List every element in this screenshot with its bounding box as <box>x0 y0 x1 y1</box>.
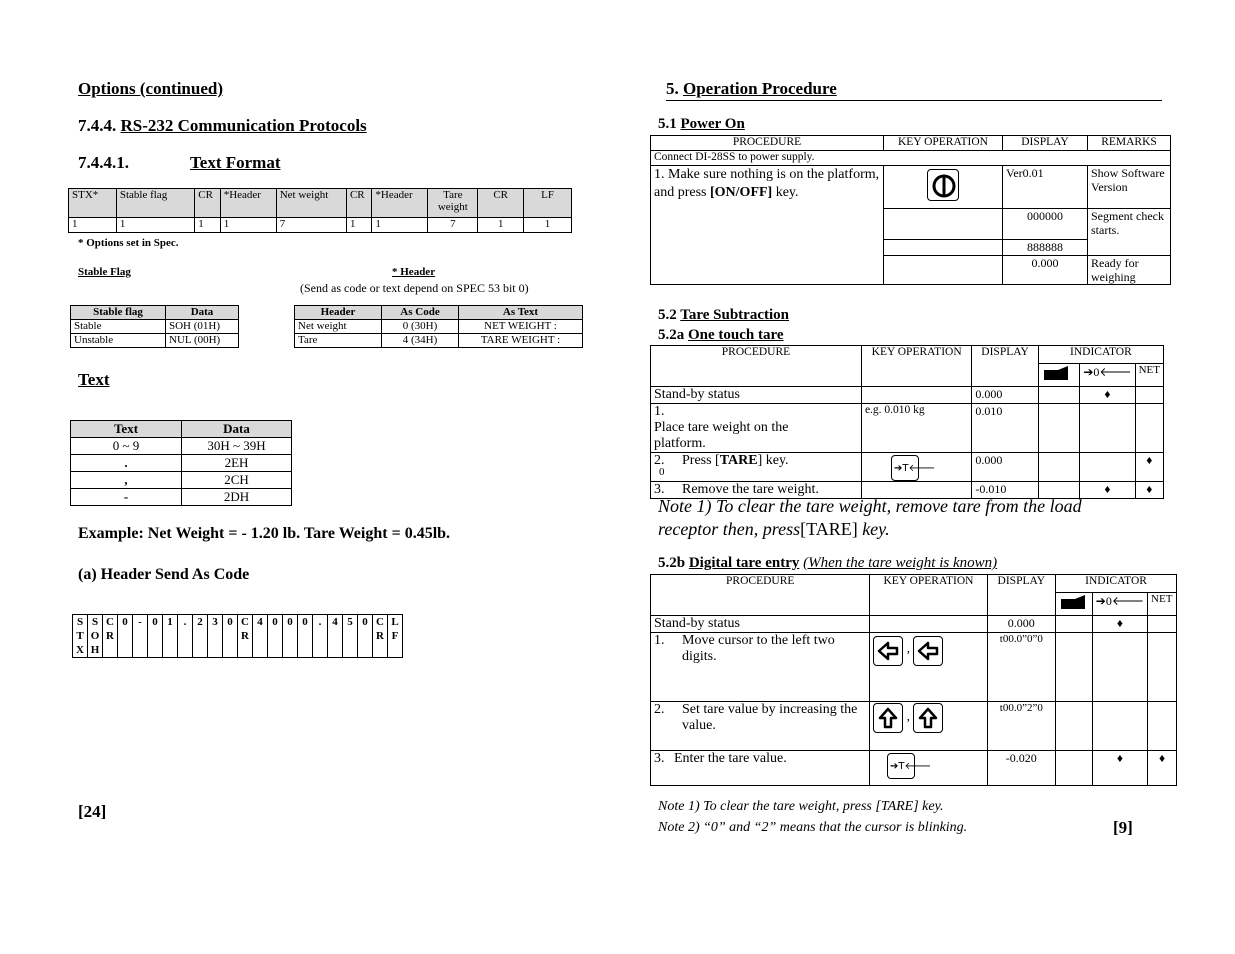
key-cell <box>861 387 971 404</box>
one-touch-tare-table <box>650 345 1164 499</box>
table-row <box>71 489 292 506</box>
indicator-cell: ♦ <box>1092 616 1147 633</box>
table-row <box>71 472 292 489</box>
display-cell: Ver0.01 <box>1003 166 1088 209</box>
col-header: PROCEDURE <box>651 346 862 387</box>
col-header: DISPLAY <box>987 575 1056 616</box>
example-text: Example: Net Weight = - 1.20 lb. Tare Weight = 0.45lb. <box>78 525 451 542</box>
indicator-zero <box>1092 593 1147 616</box>
display-cell: 0.010 <box>972 404 1038 453</box>
on-off-key-cell <box>884 166 1003 209</box>
table-cell: SOH (01H) <box>166 320 239 334</box>
left-arrow-icon <box>916 639 940 663</box>
step-number: 1. <box>654 633 665 648</box>
stable-indicator-icon <box>1042 364 1070 382</box>
key-separator: , <box>906 640 910 656</box>
indicator-cell: ♦ <box>1080 387 1135 404</box>
indicator-cell: ♦ <box>1092 751 1147 786</box>
page-number-right: [9] <box>1113 818 1133 837</box>
fmt-length: 1 <box>195 218 220 233</box>
step-text: Place tare weight on the platform. <box>654 420 789 451</box>
step-text: Move cursor to the left two digits. <box>682 633 835 664</box>
code-sequence-table <box>72 614 403 658</box>
step-number: 2. <box>654 453 665 468</box>
table-row <box>651 616 1177 633</box>
code-cell: 3 <box>208 615 223 658</box>
arrow-left-icon: 🡐 <box>1099 365 1132 379</box>
indicator-cell: ♦ <box>1135 482 1163 499</box>
indicator-cell <box>1038 453 1080 482</box>
arrow-left-icon: 🡐 <box>1111 594 1145 608</box>
display-cell: 0.000 <box>972 387 1038 404</box>
indicator-stable <box>1056 593 1093 616</box>
indicator-cell <box>1056 751 1093 786</box>
fmt-header: CR <box>478 189 524 218</box>
table-row <box>651 633 1177 702</box>
header-table <box>294 305 583 348</box>
indicator-zero-label: 0 <box>1105 594 1112 608</box>
section-title: RS-232 Communication Protocols <box>120 116 367 135</box>
table-cell: NUL (00H) <box>166 334 239 348</box>
code-cell: 0 <box>223 615 238 658</box>
remark-cell: Ready for weighing <box>1088 256 1171 285</box>
code-cell: C R <box>238 615 253 658</box>
step-text: 1. Make sure nothing is on the platform, and press <box>654 167 880 200</box>
section-subtitle: (When the tare weight is known) <box>803 555 998 571</box>
step-sub-zero: 0 <box>659 466 665 478</box>
key-cell <box>870 616 987 633</box>
key-separator: , <box>906 708 910 724</box>
indicator-cell <box>1148 633 1177 702</box>
col-header: KEY OPERATION <box>884 136 1003 151</box>
table-cell: - <box>71 489 182 506</box>
display-cell: 0.000 <box>972 453 1038 482</box>
table-cell: Tare <box>295 334 382 348</box>
procedure-text <box>651 633 870 702</box>
step-text-end: key. <box>775 185 799 200</box>
table-cell: Stable <box>71 320 166 334</box>
table-row <box>71 438 292 455</box>
remark-cell: Segment check starts. <box>1088 209 1171 256</box>
table-row <box>71 334 239 348</box>
table-header: Data <box>182 421 292 438</box>
code-cell: 0 <box>298 615 313 658</box>
code-cell: C R <box>373 615 388 658</box>
fmt-length: 7 <box>276 218 346 233</box>
table-cell: NET WEIGHT : <box>459 320 583 334</box>
procedure-text <box>651 702 870 751</box>
display-cell: -0.010 <box>972 482 1038 499</box>
key-cell <box>861 453 971 482</box>
fmt-header: CR <box>195 189 220 218</box>
digital-tare-table <box>650 574 1177 786</box>
table-cell: 2CH <box>182 472 292 489</box>
code-cell: 4 <box>328 615 343 658</box>
indicator-cell <box>1056 702 1093 751</box>
display-cell: 0.000 <box>987 616 1056 633</box>
code-cell: 0 <box>283 615 298 658</box>
col-header: KEY OPERATION <box>861 346 971 387</box>
table-cell: Net weight <box>295 320 382 334</box>
table-cell: 2DH <box>182 489 292 506</box>
tare-icon <box>890 756 932 774</box>
fmt-header: Net weight <box>276 189 346 218</box>
text-table <box>70 420 292 506</box>
header-code-title: (a) Header Send As Code <box>78 566 250 583</box>
table-row <box>71 455 292 472</box>
table-row <box>295 320 583 334</box>
code-cell: 0 <box>358 615 373 658</box>
indicator-cell <box>1080 453 1135 482</box>
page-number-left: [24] <box>78 802 107 821</box>
fmt-header: *Header <box>220 189 276 218</box>
col-header: PROCEDURE <box>651 575 870 616</box>
display-cell: t00.0”2”0 <box>987 702 1056 751</box>
key-cell <box>870 751 987 786</box>
fmt-length: 1 <box>220 218 276 233</box>
procedure-text <box>651 751 870 786</box>
table-cell: 4 (34H) <box>382 334 459 348</box>
text-title: Text <box>78 370 110 389</box>
col-header: DISPLAY <box>1003 136 1088 151</box>
table-cell: . <box>71 455 182 472</box>
code-cell: L F <box>388 615 403 658</box>
up-arrow-icon <box>916 706 940 730</box>
col-header: KEY OPERATION <box>870 575 987 616</box>
fmt-length: 1 <box>116 218 194 233</box>
indicator-zero-label: 0 <box>1093 365 1100 379</box>
section-5-1-heading <box>658 116 745 133</box>
key-cell <box>884 256 1003 285</box>
step-number: 3. <box>654 482 665 497</box>
section-5-2-heading <box>658 307 789 324</box>
tare-icon <box>893 458 936 476</box>
fmt-length: 1 <box>478 218 524 233</box>
table-header: Data <box>166 306 239 320</box>
fmt-header: STX* <box>69 189 117 218</box>
indicator-cell <box>1056 633 1093 702</box>
col-header: PROCEDURE <box>651 136 884 151</box>
fmt-length: 1 <box>524 218 572 233</box>
tare-key-label: TARE <box>719 453 758 468</box>
table-row <box>651 453 1164 482</box>
fmt-header: Tare weight <box>428 189 478 218</box>
indicator-cell <box>1056 616 1093 633</box>
indicator-cell <box>1135 404 1163 453</box>
code-cell: 0 <box>268 615 283 658</box>
subsection-heading <box>78 153 281 173</box>
indicator-cell <box>1148 616 1177 633</box>
display-cell: t00.0”0”0 <box>987 633 1056 702</box>
operation-title-text: Operation Procedure <box>683 79 837 98</box>
fmt-length: 7 <box>428 218 478 233</box>
tare-key[interactable] <box>891 455 936 481</box>
note-5-2a <box>658 495 1138 541</box>
power-on-table <box>650 135 1171 285</box>
fmt-header: LF <box>524 189 572 218</box>
indicator-cell <box>1092 702 1147 751</box>
step-text: Enter the tare value. <box>674 751 787 766</box>
col-header: INDICATOR <box>1038 346 1163 364</box>
step-key: [ON/OFF] <box>710 185 773 200</box>
section-title: Power On <box>680 116 745 132</box>
code-cell: - <box>133 615 148 658</box>
table-cell: TARE WEIGHT : <box>459 334 583 348</box>
left-arrow-key[interactable] <box>913 636 943 666</box>
fmt-header: Stable flag <box>116 189 194 218</box>
indicator-cell: ♦ <box>1148 751 1177 786</box>
table-header: As Text <box>459 306 583 320</box>
fmt-length: 1 <box>346 218 371 233</box>
fmt-length: 1 <box>69 218 117 233</box>
code-cell: . <box>313 615 328 658</box>
note-text: Note 1) To clear the tare weight, remove tare from the load receptor then, press <box>658 496 1082 539</box>
section-title: Tare Subtraction <box>680 307 789 323</box>
indicator-cell: ♦ <box>1080 482 1135 499</box>
col-header: INDICATOR <box>1056 575 1177 593</box>
section-number: 5.1 <box>658 116 677 132</box>
remark-cell: Show Software Version <box>1088 166 1171 209</box>
left-arrow-key[interactable] <box>873 636 903 666</box>
stable-flag-table <box>70 305 239 348</box>
fmt-header: *Header <box>372 189 428 218</box>
fmt-header: CR <box>346 189 371 218</box>
arrow-right-icon: ➔ <box>1095 594 1106 608</box>
table-row <box>651 751 1177 786</box>
indicator-cell <box>1135 387 1163 404</box>
operation-title-number: 5. <box>666 79 679 98</box>
key-cell <box>870 702 987 751</box>
indicator-cell <box>1080 404 1135 453</box>
code-cell: S O H <box>88 615 103 658</box>
header-note: (Send as code or text depend on SPEC 53 bit 0) <box>300 281 529 295</box>
arrow-right-icon: ➔ <box>1083 365 1094 379</box>
step-number: 1. <box>654 404 665 419</box>
table-header: Header <box>295 306 382 320</box>
display-cell: 0.000 <box>1003 256 1088 285</box>
table-cell: Unstable <box>71 334 166 348</box>
code-cell: C R <box>103 615 118 658</box>
section-heading <box>78 116 367 136</box>
step-text: Press [TARE] key. <box>682 453 789 468</box>
operation-title <box>666 79 1162 101</box>
step-text: Remove the tare weight. <box>682 482 819 497</box>
indicator-zero <box>1080 364 1135 387</box>
indicator-cell <box>1038 404 1080 453</box>
left-arrow-icon <box>876 639 900 663</box>
power-icon <box>930 172 958 200</box>
indicator-cell: ♦ <box>1135 453 1163 482</box>
code-cell: 2 <box>193 615 208 658</box>
text-format-table <box>68 188 572 233</box>
section-number: 5.2b <box>658 555 686 571</box>
stable-indicator-icon <box>1059 593 1087 611</box>
table-row <box>651 404 1164 453</box>
section-5-2b-heading <box>658 555 997 572</box>
code-cell: . <box>178 615 193 658</box>
up-arrow-icon <box>876 706 900 730</box>
power-on-step <box>651 166 884 285</box>
procedure-text: Stand-by status <box>651 616 870 633</box>
options-note: * Options set in Spec. <box>78 237 179 249</box>
section-number: 5.2 <box>658 307 677 323</box>
step-number: 2. <box>654 702 665 717</box>
section-number: 7.4.4. <box>78 116 117 135</box>
table-cell: , <box>71 472 182 489</box>
table-row <box>295 334 583 348</box>
table-cell: 30H ~ 39H <box>182 438 292 455</box>
fmt-length: 1 <box>372 218 428 233</box>
indicator-stable <box>1038 364 1080 387</box>
display-cell: 888888 <box>1003 240 1088 256</box>
note-5-2b-1: Note 1) To clear the tare weight, press [TARE] key. <box>658 799 944 814</box>
table-cell: 0 (30H) <box>382 320 459 334</box>
col-header: DISPLAY <box>972 346 1038 387</box>
section-number: 5.2a <box>658 327 685 343</box>
table-cell: 0 ~ 9 <box>71 438 182 455</box>
section-title: Digital tare entry <box>688 555 800 571</box>
table-row <box>71 320 239 334</box>
table-header: Text <box>71 421 182 438</box>
col-header: REMARKS <box>1088 136 1171 151</box>
code-cell: S T X <box>73 615 88 658</box>
code-cell: 1 <box>163 615 178 658</box>
svg-text:➔T🡐: ➔T🡐 <box>893 463 936 474</box>
table-header: Stable flag <box>71 306 166 320</box>
svg-text:➔T🡐: ➔T🡐 <box>890 761 932 772</box>
table-row <box>651 702 1177 751</box>
indicator-net: NET <box>1135 364 1163 387</box>
section-title: One touch tare <box>688 327 784 343</box>
header-label: * Header <box>392 266 436 278</box>
connect-instruction: Connect DI-28SS to power supply. <box>651 151 1171 166</box>
tare-key[interactable] <box>887 753 932 779</box>
procedure-text <box>651 404 862 453</box>
procedure-text: Stand-by status <box>651 387 862 404</box>
display-cell: -0.020 <box>987 751 1056 786</box>
procedure-text <box>651 453 862 482</box>
section-5-2a-heading <box>658 327 784 344</box>
stable-flag-label: Stable Flag <box>78 266 131 278</box>
note-5-2b-2: Note 2) “0” and “2” means that the cursor is blinking. <box>658 820 968 835</box>
step-number: 3. <box>654 751 665 766</box>
up-arrow-key[interactable] <box>913 703 943 733</box>
key-cell <box>870 633 987 702</box>
options-title: Options (continued) <box>78 79 223 98</box>
table-row <box>651 387 1164 404</box>
key-cell <box>884 209 1003 240</box>
subsection-number: 7.4.4.1. <box>78 153 129 172</box>
step-text: Set tare value by increasing the value. <box>682 702 858 733</box>
code-cell: 0 <box>118 615 133 658</box>
key-cell <box>884 240 1003 256</box>
indicator-net: NET <box>1148 593 1177 616</box>
up-arrow-key[interactable] <box>873 703 903 733</box>
subsection-title: Text Format <box>190 153 281 172</box>
code-cell: 0 <box>148 615 163 658</box>
key-cell: e.g. 0.010 kg <box>861 404 971 453</box>
table-header: As Code <box>382 306 459 320</box>
display-cell: 000000 <box>1003 209 1088 240</box>
note-key: [TARE] <box>800 519 858 539</box>
indicator-cell <box>1092 633 1147 702</box>
table-cell: 2EH <box>182 455 292 472</box>
indicator-cell <box>1038 387 1080 404</box>
note-text-end: key. <box>862 519 890 539</box>
indicator-cell <box>1148 702 1177 751</box>
on-off-key[interactable] <box>927 169 959 201</box>
code-cell: 5 <box>343 615 358 658</box>
code-cell: 4 <box>253 615 268 658</box>
